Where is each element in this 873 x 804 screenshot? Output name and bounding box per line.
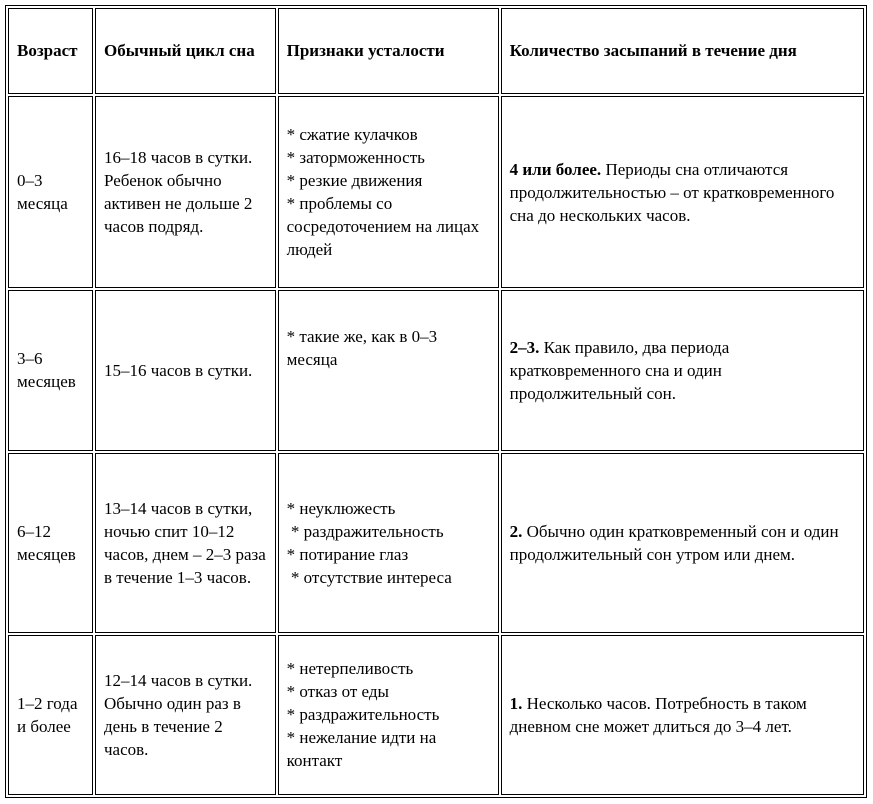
age-cell: 0–3 месяца <box>8 96 93 288</box>
sign-item: * отказ от еды <box>286 682 389 702</box>
cycle-cell: 15–16 часов в сутки. <box>95 290 276 450</box>
count-description: Как правило, два периода кратковременного сна и один продолжительный сон. <box>509 337 730 403</box>
table-header-row <box>8 8 864 94</box>
age-cell: 3–6 месяцев <box>8 290 93 450</box>
sign-item: * проблемы со сосредоточением на лицах людей <box>286 194 480 260</box>
sleep-table <box>5 5 867 798</box>
count-cell <box>501 96 864 288</box>
sign-item: * раздражительность <box>286 705 440 725</box>
signs-cell <box>278 635 499 795</box>
cycle-cell: 12–14 часов в сутки. Обычно один раз в день в течение 2 часов. <box>95 635 276 795</box>
count-description: Несколько часов. Потребность в таком дневном сне может длиться до 3–4 лет. <box>509 693 807 736</box>
table-row <box>8 453 864 633</box>
header-cycle: Обычный цикл сна <box>95 8 276 94</box>
sign-item: * заторможенность <box>286 148 425 168</box>
sign-item: * нежелание идти на контакт <box>286 728 437 771</box>
count-number: 2. <box>509 521 523 541</box>
age-cell: 6–12 месяцев <box>8 453 93 633</box>
sign-item: * неуклюжесть <box>286 498 396 518</box>
header-age: Возраст <box>8 8 93 94</box>
count-number: 2–3. <box>509 337 540 357</box>
count-number: 1. <box>509 693 523 713</box>
header-count: Количество засыпаний в течение дня <box>501 8 864 94</box>
table-row <box>8 96 864 288</box>
cycle-cell: 16–18 часов в сутки. Ребенок обычно активен не дольше 2 часов подряд. <box>95 96 276 288</box>
sign-item: * такие же, как в 0–3 месяца <box>286 327 438 370</box>
count-description: Обычно один кратковременный сон и один продолжительный сон утром или днем. <box>509 521 839 564</box>
table-row <box>8 635 864 795</box>
sign-item: * потирание глаз <box>286 544 409 564</box>
table-row <box>8 290 864 450</box>
count-cell <box>501 635 864 795</box>
age-cell: 1–2 года и более <box>8 635 93 795</box>
header-signs: Признаки усталости <box>278 8 499 94</box>
sign-item: * резкие движения <box>286 171 423 191</box>
signs-cell <box>278 96 499 288</box>
sign-item: * раздражительность <box>286 521 444 541</box>
sign-item: * сжатие кулачков <box>286 125 418 145</box>
cycle-cell: 13–14 часов в сутки, ночью спит 10–12 часов, днем – 2–3 раза в течение 1–3 часов. <box>95 453 276 633</box>
sign-item: * отсутствие интереса <box>286 567 452 587</box>
count-cell <box>501 453 864 633</box>
signs-cell <box>278 290 499 450</box>
count-number: 4 или более. <box>509 159 602 179</box>
sign-item: * нетерпеливость <box>286 659 414 679</box>
count-description: Периоды сна отличаются продолжительностью – от кратковременного сна до нескольких часов. <box>509 159 835 225</box>
signs-cell <box>278 453 499 633</box>
count-cell <box>501 290 864 450</box>
